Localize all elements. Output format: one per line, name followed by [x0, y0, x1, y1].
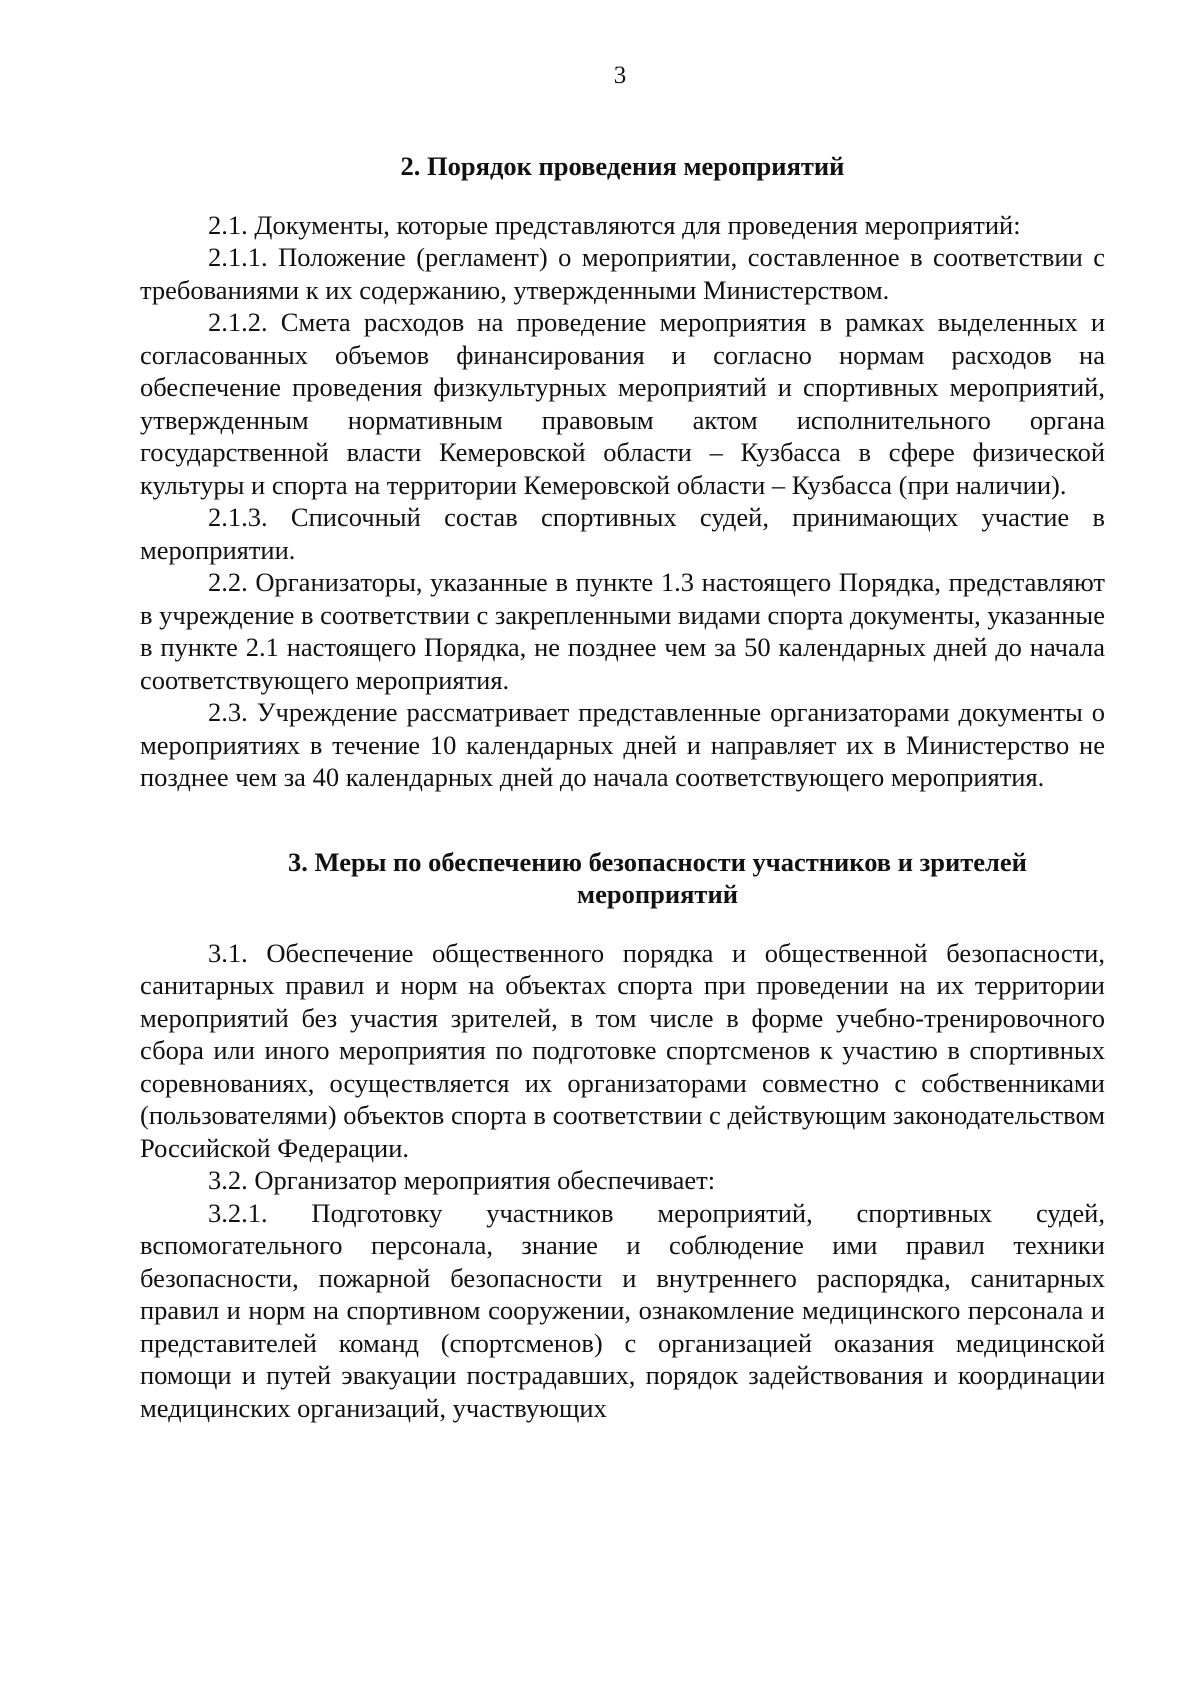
document-body	[140, 150, 1105, 1424]
paragraph-2-1-2: 2.1.2. Смета расходов на проведение мероприятия в рамках выделенных и согласованных объемов финансирования и согласно нормам расходов на обеспечение проведения физкультурных мероприятий и спортивных мероприятий, утвержденным нормативным правовым актом исполнительного органа государственной власти Кемеровской области – Кузбасса в сфере физической культуры и спорта на территории Кемеровской области – Кузбасса (при наличии).	[140, 307, 1105, 500]
section-3-title-line2: мероприятий	[577, 879, 738, 909]
paragraph-3-2-1: 3.2.1. Подготовку участников мероприятий, спортивных судей, вспомогательного персонала, знание и соблюдение ими правил техники безопасности, пожарной безопасности и внутреннего распорядка, санитарных правил и норм на спортивном сооружении, ознакомление медицинского персонала и представителей команд (спортсменов) с организацией оказания медицинской помощи и путей эвакуации пострадавших, порядок задействования и координации медицинских организаций, участвующих	[140, 1197, 1105, 1423]
section-2-body	[140, 209, 1105, 794]
paragraph-2-1-1: 2.1.1. Положение (регламент) о мероприятии, составленное в соответствии с требованиями к их содержанию, утвержденными Министерством.	[140, 242, 1105, 305]
section-2-title: 2. Порядок проведения мероприятий	[400, 151, 845, 181]
page-number: 3	[613, 62, 627, 89]
paragraph-2-2: 2.2. Организаторы, указанные в пункте 1.3 настоящего Порядка, представляют в учреждение в соответствии с закрепленными видами спорта документы, указанные в пункте 2.1 настоящего Порядка, не позднее чем за 50 календарных дней до начала соответствующего мероприятия.	[140, 567, 1105, 695]
paragraph-3-1: 3.1. Обеспечение общественного порядка и общественной безопасности, санитарных правил и норм на объектах спорта при проведении на их территории мероприятий без участия зрителей, в том числе в форме учебно-тренировочного сбора или иного мероприятия по подготовке спортсменов к участию в спортивных соревнованиях, осуществляется их организаторами совместно с собственниками (пользователями) объектов спорта в соответствии с действующим законодательством Российской Федерации.	[140, 937, 1105, 1163]
section-3-title	[210, 846, 1105, 911]
paragraph-2-1: 2.1. Документы, которые представляются для проведения мероприятий:	[208, 209, 1021, 240]
paragraph-2-3: 2.3. Учреждение рассматривает представленные организаторами документы о мероприятиях в течение 10 календарных дней и направляет их в Министерство не позднее чем за 40 календарных дней до начала соответствующего мероприятия.	[140, 697, 1105, 792]
section-3-body	[140, 937, 1105, 1425]
section-3-title-line1: 3. Меры по обеспечению безопасности участников и зрителей	[288, 846, 1027, 877]
paragraph-3-2: 3.2. Организатор мероприятия обеспечивает:	[208, 1165, 716, 1195]
paragraph-2-1-3: 2.1.3. Списочный состав спортивных судей, принимающих участие в мероприятии.	[140, 502, 1105, 565]
